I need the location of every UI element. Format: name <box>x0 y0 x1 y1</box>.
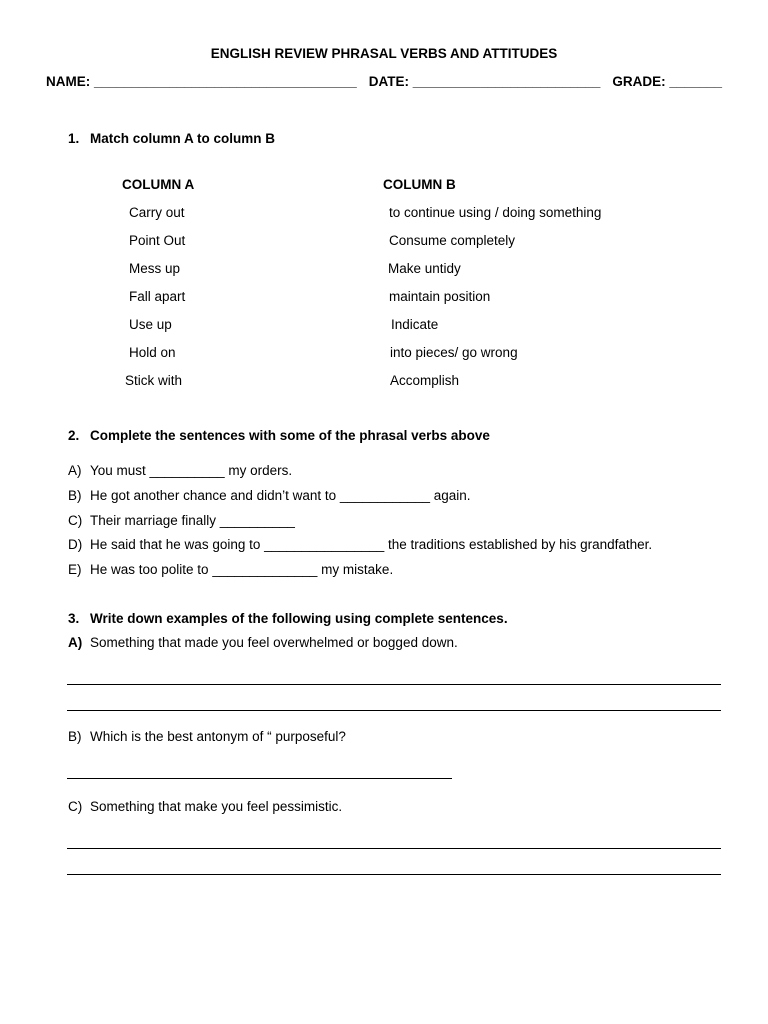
column-a-item: Stick with <box>125 373 183 388</box>
answer-line[interactable] <box>67 874 721 875</box>
item-label: E) <box>68 562 82 577</box>
date-field[interactable]: DATE: _________________________ <box>368 74 601 89</box>
item-label: A) <box>68 635 83 650</box>
column-a-item: Mess up <box>129 261 181 276</box>
column-a-item: Point Out <box>129 233 186 248</box>
column-a-item: Use up <box>129 317 172 332</box>
sentence-item <box>68 562 393 577</box>
item-text: He was too polite to ______________ my mistake. <box>90 562 394 577</box>
column-b-item: into pieces/ go wrong <box>390 345 518 360</box>
item-label: B) <box>68 488 82 503</box>
section-1-number: 1. <box>68 131 80 146</box>
prompt-item <box>68 729 346 744</box>
answer-line[interactable] <box>67 848 721 849</box>
item-text: Which is the best antonym of “ purposeful? <box>90 729 346 744</box>
student-info-row <box>46 74 722 89</box>
section-3-instruction: Write down examples of the following using complete sentences. <box>90 611 508 626</box>
item-text: He got another chance and didn’t want to ____________ again. <box>90 488 471 503</box>
sentence-item <box>68 513 295 528</box>
column-a-item: Fall apart <box>129 289 186 304</box>
section-3-number: 3. <box>68 611 80 626</box>
sentence-item <box>68 463 292 478</box>
section-2-instruction: Complete the sentences with some of the phrasal verbs above <box>90 428 490 443</box>
item-text: Their marriage finally __________ <box>90 513 295 528</box>
column-b-header: COLUMN B <box>383 177 456 192</box>
grade-field[interactable]: GRADE: _______ <box>612 74 722 89</box>
column-a-item: Hold on <box>129 345 176 360</box>
section-2-number: 2. <box>68 428 80 443</box>
name-field[interactable]: NAME: ___________________________________ <box>46 74 357 89</box>
answer-line[interactable] <box>67 684 721 685</box>
item-text: Something that made you feel overwhelmed or bogged down. <box>90 635 458 650</box>
worksheet-title: ENGLISH REVIEW PHRASAL VERBS AND ATTITUDES <box>210 46 558 61</box>
sentence-item <box>68 537 652 552</box>
section-3-heading <box>68 611 508 626</box>
column-a-header: COLUMN A <box>122 177 195 192</box>
item-label: C) <box>68 799 83 814</box>
column-b-item: Consume completely <box>389 233 516 248</box>
section-1-instruction: Match column A to column B <box>90 131 275 146</box>
prompt-item <box>68 635 458 650</box>
column-a-item: Carry out <box>129 205 185 220</box>
answer-line[interactable] <box>67 778 452 779</box>
column-b-item: Accomplish <box>390 373 460 388</box>
prompt-item <box>68 799 342 814</box>
section-1-heading <box>68 131 275 146</box>
item-text: Something that make you feel pessimistic. <box>90 799 343 814</box>
item-label: B) <box>68 729 82 744</box>
column-b-item: maintain position <box>389 289 491 304</box>
column-b-item: Make untidy <box>388 261 461 276</box>
item-label: C) <box>68 513 83 528</box>
item-text: You must __________ my orders. <box>90 463 293 478</box>
answer-line[interactable] <box>67 710 721 711</box>
section-2-heading <box>68 428 490 443</box>
sentence-item <box>68 488 471 503</box>
item-label: D) <box>68 537 83 552</box>
column-b-item: to continue using / doing something <box>389 205 602 220</box>
item-text: He said that he was going to ________________ the traditions established by his grandfather. <box>90 537 653 552</box>
item-label: A) <box>68 463 82 478</box>
column-b-item: Indicate <box>391 317 439 332</box>
